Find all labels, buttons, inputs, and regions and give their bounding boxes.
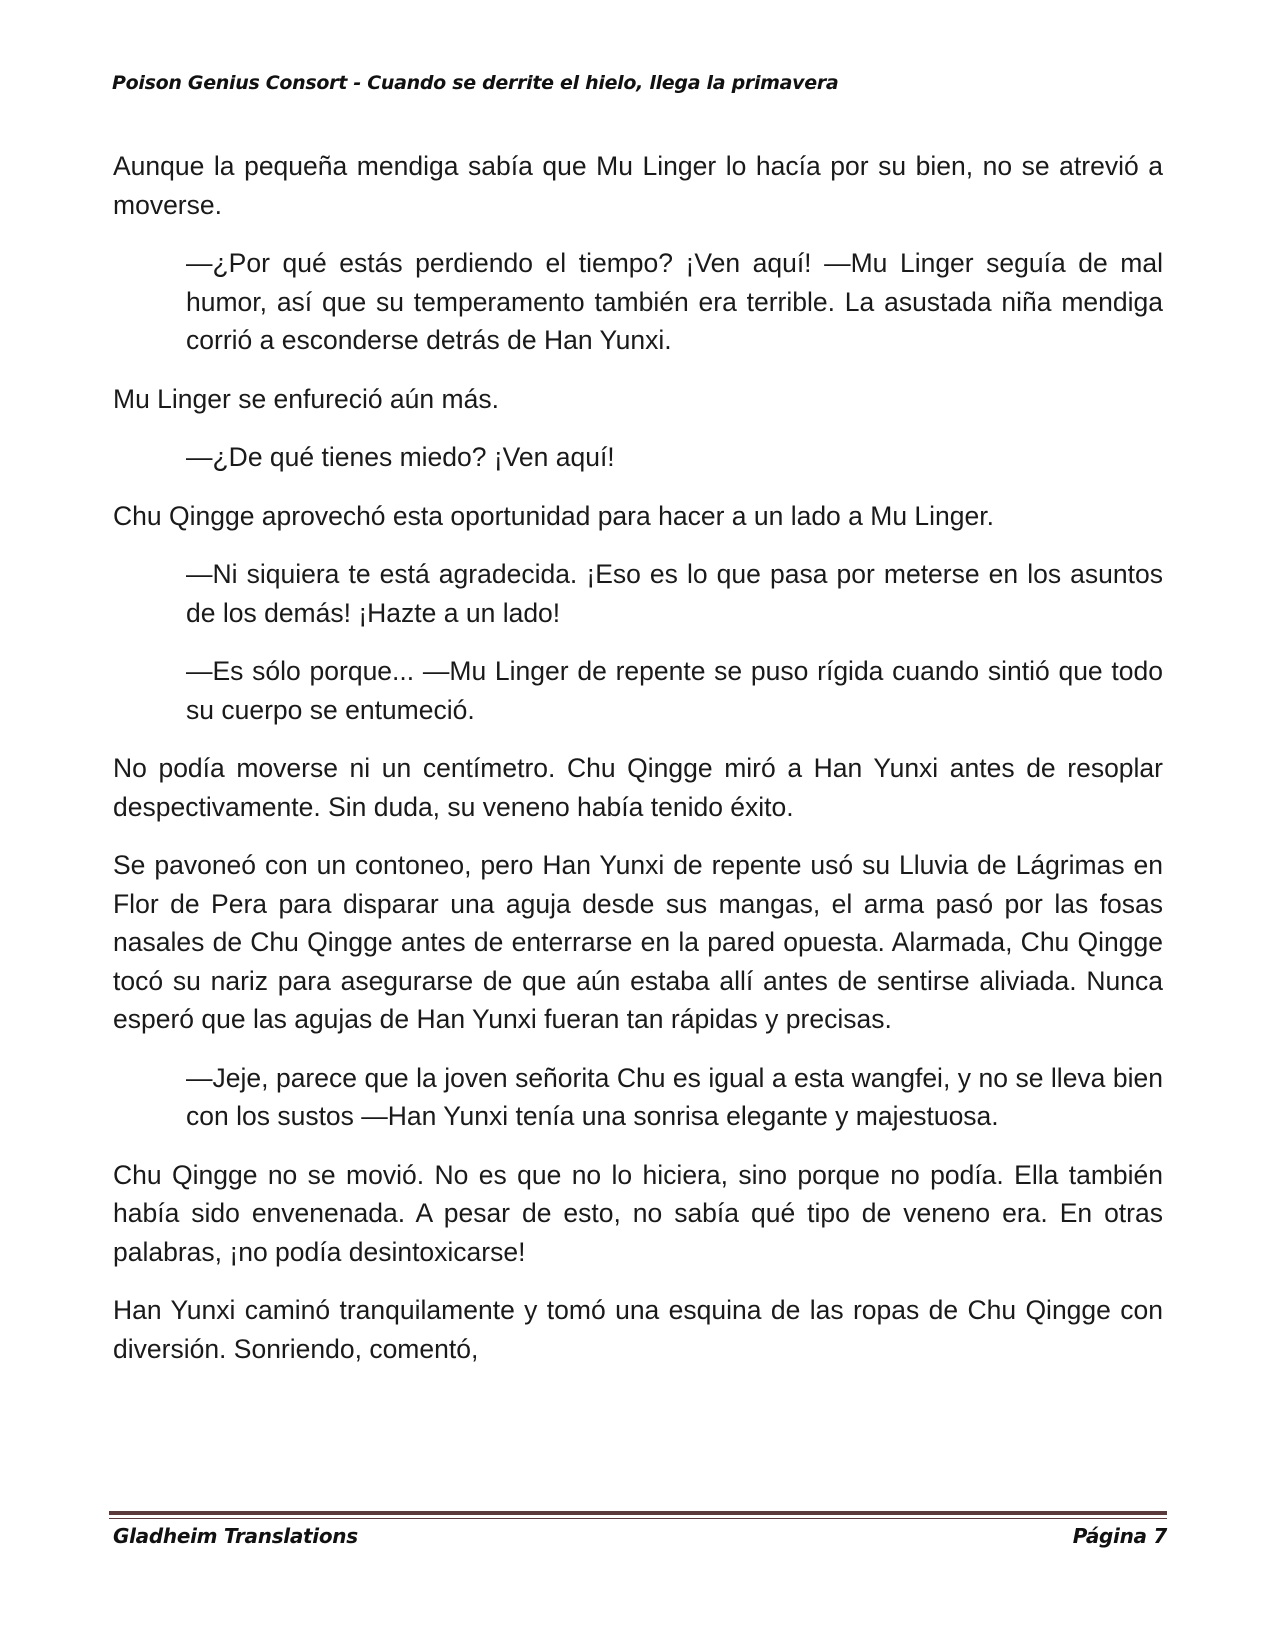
paragraph: Mu Linger se enfureció aún más. <box>113 383 499 414</box>
paragraph: No podía moverse ni un centímetro. Chu Qingge miró a Han Yunxi antes de resoplar despectivamente. Sin duda, su veneno había tenido éxito. <box>113 753 1163 822</box>
paragraph: Chu Qingge aprovechó esta oportunidad para hacer a un lado a Mu Linger. <box>113 500 994 531</box>
footer-divider <box>109 1511 1167 1515</box>
footer-publisher: Gladheim Translations <box>113 1524 358 1548</box>
body-text <box>113 147 1163 1388</box>
paragraph: Aunque la pequeña mendiga sabía que Mu Linger lo hacía por su bien, no se atrevió a moverse. <box>113 151 1163 220</box>
footer-divider-thin <box>109 1518 1167 1519</box>
dialogue-paragraph: —Es sólo porque... —Mu Linger de repente se puso rígida cuando sintió que todo su cuerpo se entumeció. <box>186 656 1163 725</box>
dialogue-paragraph: —Ni siquiera te está agradecida. ¡Eso es lo que pasa por meterse en los asuntos de los demás! ¡Hazte a un lado! <box>186 559 1163 628</box>
dialogue-paragraph: —¿De qué tienes miedo? ¡Ven aquí! <box>186 442 615 472</box>
dialogue-paragraph: —¿Por qué estás perdiendo el tiempo? ¡Ven aquí! —Mu Linger seguía de mal humor, así que su temperamento también era terrible. La asustada niña mendiga corrió a esconderse detrás de Han Yunxi. <box>186 248 1163 355</box>
dialogue-paragraph: —Jeje, parece que la joven señorita Chu es igual a esta wangfei, y no se lleva bien con los sustos —Han Yunxi tenía una sonrisa elegante y majestuosa. <box>186 1062 1163 1131</box>
paragraph: Chu Qingge no se movió. No es que no lo hiciera, sino porque no podía. Ella también había sido envenenada. A pesar de esto, no sabía qué tipo de veneno era. En otras palabras, ¡no podía desintoxicarse! <box>113 1159 1163 1267</box>
running-header: Poison Genius Consort - Cuando se derrite el hielo, llega la primavera <box>112 72 839 94</box>
paragraph: Han Yunxi caminó tranquilamente y tomó una esquina de las ropas de Chu Qingge con diversión. Sonriendo, comentó, <box>113 1295 1163 1364</box>
page-number: Página 7 <box>1072 1524 1167 1548</box>
paragraph: Se pavoneó con un contoneo, pero Han Yunxi de repente usó su Lluvia de Lágrimas en Flor de Pera para disparar una aguja desde sus mangas, el arma pasó por las fosas nasales de Chu Qingge antes de enterrarse en la pared opuesta. Alarmada, Chu Qingge tocó su nariz para asegurarse de que aún estaba allí antes de sentirse aliviada. Nunca esperó que las agujas de Han Yunxi fueran tan rápidas y precisas. <box>113 850 1163 1034</box>
